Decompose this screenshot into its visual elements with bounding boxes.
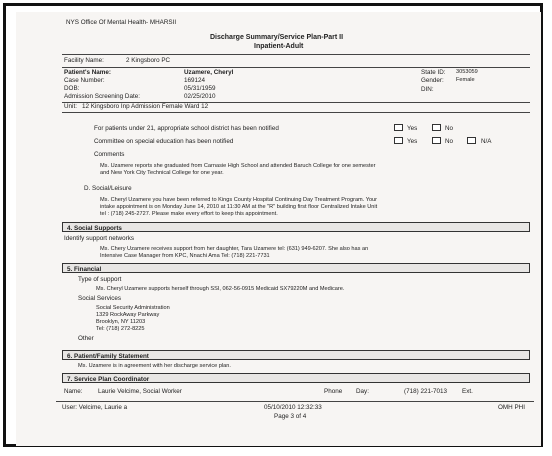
dob-label: DOB: [64, 85, 80, 92]
school-yes-checkbox[interactable] [394, 124, 403, 131]
din-label: DIN: [421, 86, 434, 93]
patient-name: Uzamere, Cheryl [184, 69, 234, 76]
address-line: Brooklyn, NY 11203 [96, 319, 146, 325]
support-networks-label: Identify support networks [64, 235, 135, 242]
facility-label: Facility Name: [64, 57, 104, 64]
patient-name-label: Patient's Name: [64, 69, 111, 76]
phone-label: Phone [324, 388, 343, 395]
address-line: 1329 RockAway Parkway [96, 312, 160, 318]
special-ed-no-checkbox[interactable] [432, 137, 441, 144]
facility-value: 2 Kingsboro PC [126, 57, 171, 64]
divider [62, 112, 530, 113]
school-district-question: For patients under 21, appropriate school district has been notified [94, 125, 279, 132]
address-line: Social Security Administration [96, 305, 170, 311]
special-ed-na-checkbox[interactable] [467, 137, 476, 144]
support-networks-line: Ms. Chery Uzamere receives support from her daughter, Tara Uzamere tel: (631) 949-6207. She also has an [100, 246, 369, 252]
page-number: Page 3 of 4 [274, 413, 307, 420]
yes-label: Yes [407, 125, 418, 132]
footer-divider [56, 401, 534, 402]
screening-label: Admission Screening Date: [64, 93, 140, 100]
section-header-service-plan-coordinator [62, 373, 530, 383]
divider [62, 67, 530, 68]
social-leisure-label: D. Social/Leisure [84, 185, 132, 192]
case-number: 169124 [184, 77, 206, 84]
coordinator-phone: (718) 221-7013 [404, 388, 448, 395]
comments-text-line: and New York City Technical College for one year. [100, 170, 224, 176]
section-header-financial [62, 263, 530, 273]
social-leisure-line: intake appointment is on Monday June 14, 2010 at 11:30 AM at the "R" building first floor Centralized Intake Unit [100, 204, 378, 210]
social-leisure-line: tel : (718) 245-2727. Please make every effort to keep this appointment. [100, 211, 278, 217]
other-label: Other [78, 335, 94, 342]
footer-user: User: Velcime, Laurie a [62, 404, 128, 411]
footer-tag: OMH PHI [498, 404, 525, 411]
social-services-label: Social Services [78, 295, 122, 302]
na-label: N/A [481, 138, 492, 145]
dob: 05/31/1959 [184, 85, 216, 92]
coordinator-name: Laurie Velcime, Social Worker [98, 388, 182, 395]
scanned-page [16, 12, 541, 446]
unit-label: Unit: [64, 103, 77, 110]
gender: Female [456, 77, 475, 83]
special-education-question: Committee on special education has been notified [94, 138, 234, 145]
type-of-support-text: Ms. Cheryl Uzamere supports herself through SSI, 062-56-0915 Medicaid SX79220M and Medicare. [96, 286, 345, 292]
unit-value: 12 Kingsboro Inp Admission Female Ward 12 [82, 103, 209, 110]
state-id: 3053059 [456, 69, 478, 75]
social-leisure-line: Ms. Cheryl Uzamere you have been referred to Kings County Hospital Continuing Day Treatment Program. Your [100, 197, 378, 203]
state-id-label: State ID: [421, 69, 446, 76]
coordinator-name-label: Name: [64, 388, 83, 395]
section-title: 6. Patient/Family Statement [67, 352, 149, 360]
school-no-checkbox[interactable] [432, 124, 441, 131]
address-line: Tel: (718) 272-8225 [96, 326, 145, 332]
divider [62, 54, 530, 55]
agency-name: NYS Office Of Mental Health- MHARSII [66, 19, 177, 26]
no-label: No [445, 125, 454, 132]
section-header-social-supports [62, 222, 530, 232]
document-frame [3, 3, 543, 447]
comments-text-line: Ms. Uzamere reports she graduated from Carnasie High School and attended Baruch College for one semester [100, 163, 376, 169]
no-label: No [445, 138, 454, 145]
footer-timestamp: 05/10/2010 12:32:33 [264, 404, 322, 411]
form-subtitle: Inpatient-Adult [254, 43, 304, 50]
section-title: 5. Financial [67, 265, 102, 273]
patient-statement-text: Ms. Uzamere is in agreement with her discharge service plan. [78, 363, 231, 369]
section-header-patient-family-statement [62, 350, 530, 360]
day-label: Day: [356, 388, 369, 395]
form-title: Discharge Summary/Service Plan-Part II [210, 34, 344, 41]
ext-label: Ext. [462, 388, 473, 395]
special-ed-yes-checkbox[interactable] [394, 137, 403, 144]
section-title: 7. Service Plan Coordinator [67, 375, 150, 383]
yes-label: Yes [407, 138, 418, 145]
type-of-support-label: Type of support [78, 276, 122, 283]
gender-label: Gender: [421, 77, 444, 84]
case-number-label: Case Number: [64, 77, 105, 84]
section-title: 4. Social Supports [67, 224, 122, 232]
support-networks-line: Intensive Case Manager from KPC, Nnachi Ama Tel: (718) 221-7731 [100, 253, 270, 259]
screening-date: 02/25/2010 [184, 93, 216, 100]
comments-label: Comments [94, 151, 125, 158]
